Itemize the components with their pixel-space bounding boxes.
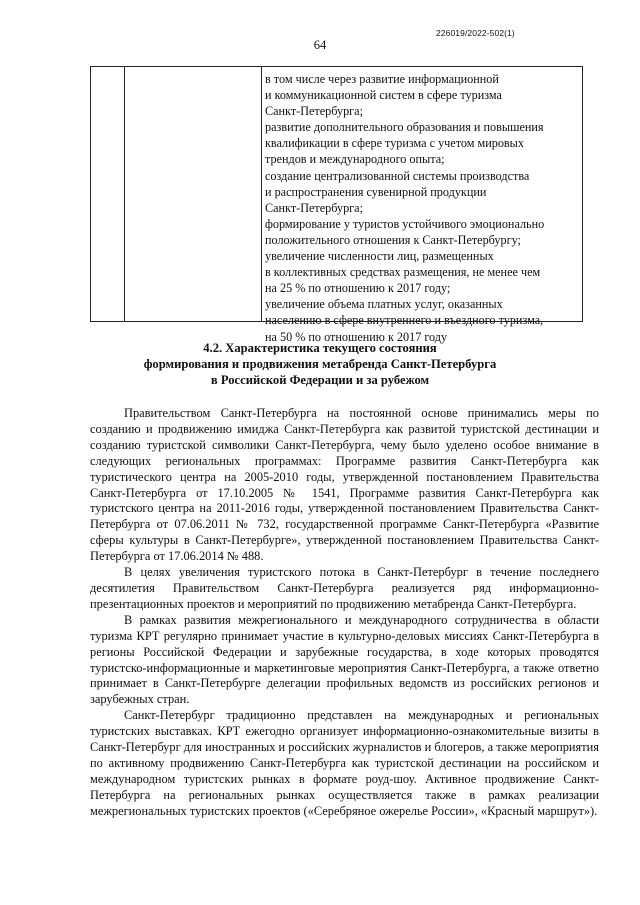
table-cell-line: Санкт-Петербурга; bbox=[265, 104, 363, 119]
table-continuation bbox=[90, 66, 583, 344]
table-cell-line: населению в сфере внутреннего и въездного туризма, bbox=[265, 313, 544, 328]
section-heading-line: формирования и продвижения метабренда Санкт-Петербурга bbox=[143, 357, 497, 371]
table-cell-line: на 25 % по отношению к 2017 году; bbox=[265, 281, 451, 296]
table-cell-line: положительного отношения к Санкт-Петербургу; bbox=[265, 232, 521, 247]
table-cell-line: увеличение объема платных услуг, оказанных bbox=[265, 297, 503, 312]
body-paragraph: Санкт-Петербург традиционно представлен на международных и региональных туристских выставках. КРТ ежегодно организует информационно-ознакомительные визиты в Санкт-Петербург для иностранных и российских журналистов и блогеров, а также мероприятия по активному продвижению Санкт-Петербурга как туристской дестинации на российском и международном туристских рынках в формате роуд-шоу. Активное продвижение Санкт-Петербурга на региональных рынках осуществляется также в рамках реализации межрегиональных туристских проектов («Серебряное ожерелье России», «Красный маршрут»). bbox=[90, 708, 599, 818]
body-paragraph: В рамках развития межрегионального и международного сотрудничества в области туризма КРТ регулярно принимает участие в культурно-деловых миссиях Санкт-Петербурга в регионы Российской Федерации и зарубежные государства, в ходе которых проводятся туристско-информационные и маркетинговые мероприятия Санкт-Петербурга, а также ответно принимает в Санкт-Петербурге делегации профильных ведомств из российских регионов и зарубежных стран. bbox=[90, 612, 599, 707]
document-id: 226019/2022-502(1) bbox=[436, 28, 515, 38]
table-cell-line: формирование у туристов устойчивого эмоционально bbox=[265, 216, 545, 231]
body-paragraph: Правительством Санкт-Петербурга на постоянной основе принимались меры по созданию и продвижению имиджа Санкт-Петербурга как развитой туристской дестинации и созданию туристской символики Санкт-Петербурга, чему было уделено особое внимание в следующих региональных программах: Программе развития Санкт-Петербурга как туристического центра на 2005-2010 годы, утвержденной постановлением Правительства Санкт-Петербурга от 17.10.2005 № 1541, Программе развития Санкт-Петербурга как туристского центра на 2011-2016 годы, утвержденной постановлением Правительства Санкт-Петербурга от 07.06.2011 № 732, государственной программе Санкт-Петербурга «Развитие сферы культуры в Санкт-Петербурге», утвержденной постановлением Правительства Санкт-Петербурга от 17.06.2014 № 488. bbox=[90, 406, 599, 564]
section-heading-line: в Российской Федерации и за рубежом bbox=[210, 373, 430, 387]
table-cell-line: квалификации в сфере туризма с учетом мировых bbox=[265, 136, 524, 151]
table-cell-line: увеличение численности лиц, размещенных bbox=[265, 249, 494, 264]
table-cell-line: и коммуникационной систем в сфере туризма bbox=[265, 88, 502, 103]
table-cell-line: Санкт-Петербурга; bbox=[265, 200, 363, 215]
table-column-divider bbox=[261, 67, 262, 321]
table-cell-line: развитие дополнительного образования и повышения bbox=[265, 120, 544, 135]
table-cell-text bbox=[265, 71, 581, 345]
table-cell-line: трендов и международного опыта; bbox=[265, 152, 445, 167]
table-cell-line: создание централизованной системы производства bbox=[265, 168, 530, 183]
section-heading bbox=[0, 340, 640, 388]
page-number: 64 bbox=[313, 38, 327, 52]
table-cell-line: в том числе через развитие информационной bbox=[265, 72, 499, 86]
section-body bbox=[90, 406, 599, 820]
table-cell-line: в коллективных средствах размещения, не менее чем bbox=[265, 265, 541, 280]
table-column-divider bbox=[124, 67, 125, 321]
table-cell-line: на 50 % по отношению к 2017 году bbox=[265, 329, 448, 344]
body-paragraph: В целях увеличения туристского потока в Санкт-Петербург в течение последнего десятилетия Правительством Санкт-Петербурга реализуется ряд информационно-презентационных проектов и мероприятий по продвижению метабренда Санкт-Петербурга. bbox=[90, 565, 599, 611]
section-heading-line: 4.2. Характеристика текущего состояния bbox=[203, 341, 437, 355]
table-cell-line: и распространения сувенирной продукции bbox=[265, 184, 487, 199]
